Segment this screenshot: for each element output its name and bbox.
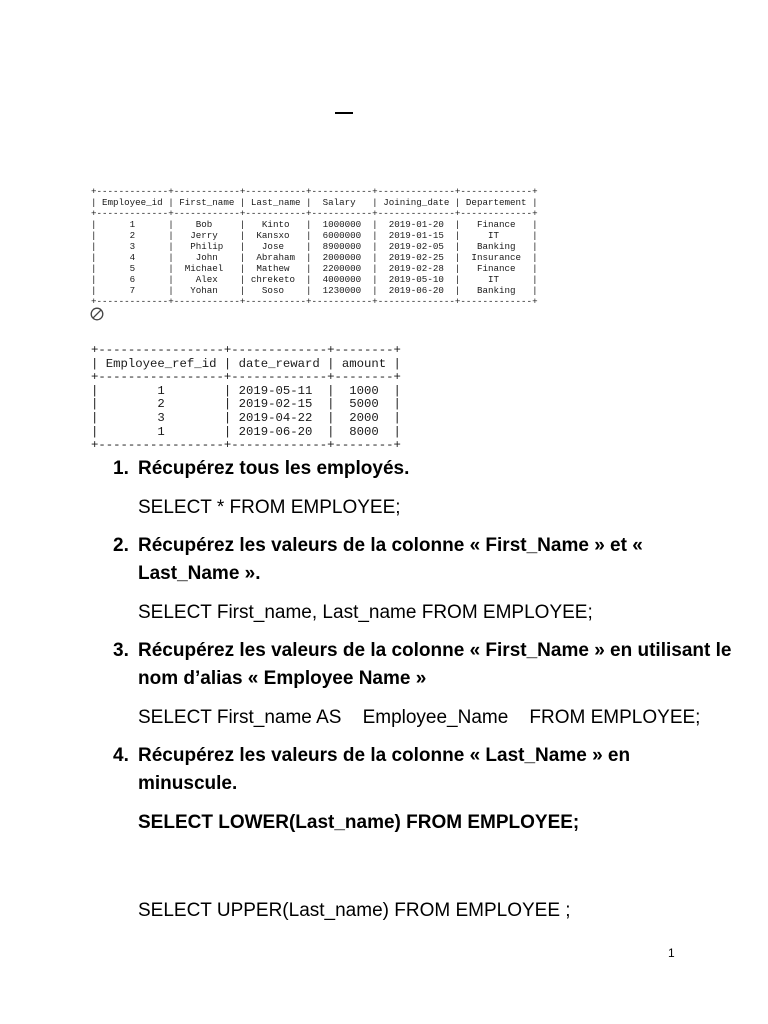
question-number: 1. (113, 458, 129, 479)
question-list (113, 455, 753, 837)
question-text: Récupérez les valeurs de la colonne « Last_Name » en minuscule. (138, 745, 631, 794)
extra-answer-sql: SELECT UPPER(Last_name) FROM EMPLOYEE ; (138, 900, 571, 921)
reward-table: +-----------------+-------------+--------+ | Employee_ref_id | date_reward | amount | +-----------------+-------------+--------+ | 1 | 2019-05-11 | 1000 | | 2 | 2019-02-15 | 5000 | | 3 | 2019-04-22 | 2000 | | 1 | 2019-06-20 | 8000 | +-----------------+-------------+--------+ (91, 343, 401, 453)
question-item-4 (113, 742, 753, 837)
question-text: Récupérez les valeurs de la colonne « First_Name » et « Last_Name ». (138, 535, 643, 584)
question-number: 2. (113, 535, 129, 556)
answer-sql: SELECT LOWER(Last_name) FROM EMPLOYEE; (138, 812, 580, 833)
question-item-3 (113, 637, 753, 732)
question-number: 4. (113, 745, 129, 766)
answer-sql: SELECT First_name, Last_name FROM EMPLOYEE; (138, 602, 593, 623)
no-entry-circle-icon (90, 307, 104, 321)
page-number: 1 (668, 946, 675, 960)
question-item-2 (113, 532, 753, 627)
question-text: Récupérez tous les employés. (138, 458, 410, 479)
question-number: 3. (113, 640, 129, 661)
answer-sql: SELECT First_name AS Employee_Name FROM EMPLOYEE; (138, 707, 701, 728)
employee-table: +-------------+------------+-----------+-----------+--------------+-------------+ | Employee_id | First_name | Last_name | Salary | Joining_date | Departement | +-------------+------------+-----------+-----------+--------------+-------------+ | 1 | Bob | Kinto | 1000000 | 2019-01-20 | Finance | | 2 | Jerry | Kansxo | 6000000 | 2019-01-15 | IT | | 3 | Philip | Jose | 8900000 | 2019-02-05 | Banking | | 4 | John | Abraham | 2000000 | 2019-02-25 | Insurance | | 5 | Michael | Mathew | 2200000 | 2019-02-28 | Finance | | 6 | Alex | chreketo | 4000000 | 2019-05-10 | IT | | 7 | Yohan | Soso | 1230000 | 2019-06-20 | Banking | +-------------+------------+-----------+-----------+--------------+-------------+ (91, 186, 538, 307)
question-item-1 (113, 455, 753, 522)
title-dash (335, 112, 353, 114)
answer-sql: SELECT * FROM EMPLOYEE; (138, 497, 401, 518)
question-text: Récupérez les valeurs de la colonne « First_Name » en utilisant le nom d’alias « Employee Name » (138, 640, 732, 689)
